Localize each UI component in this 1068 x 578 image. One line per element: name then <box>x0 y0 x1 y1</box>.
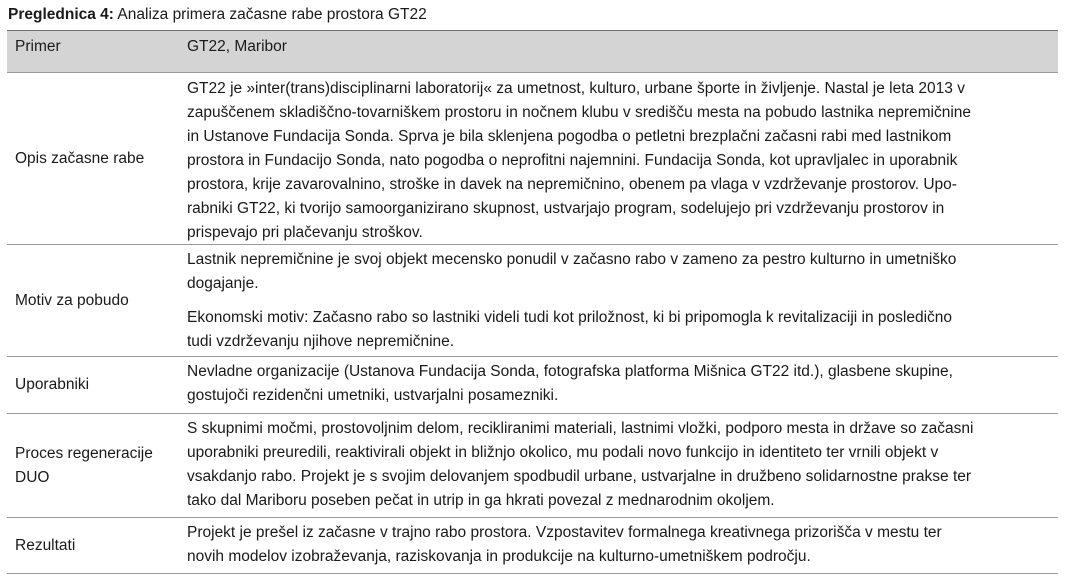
row-label: Rezultati <box>15 536 76 554</box>
header-col-example: GT22, Maribor <box>187 38 287 55</box>
row-label: Uporabniki <box>15 376 90 393</box>
analysis-table <box>7 30 1058 574</box>
text-line: prispevajo pri plačevanju stroškov. <box>187 224 423 241</box>
table-row-users <box>7 356 1058 413</box>
text-line: prostora, krije zavarovalnino, stroške in davek na nepremičnino, obenem pa vlaga v vzdrževanje prostorov. Upo- <box>187 176 957 193</box>
table-header-row <box>7 30 1058 72</box>
table-row-regeneration <box>7 413 1058 517</box>
row-value <box>187 360 1054 408</box>
text-line: Projekt je prešel iz začasne v trajno rabo prostora. Vzpostavitev formalnega kreativnega prizorišča v mestu ter <box>187 524 942 541</box>
text-line: prostora in Fundacijo Sonda, nato pogodba o neprofitni najemnini. Fundacija Sonda, kot upravljalec in uporabnik <box>187 152 958 169</box>
text-line: uporabniki preuredili, reaktivirali objekt in bližnjo okolico, mu podali novo funkcijo in identiteto ter vrnili objekt v <box>187 444 939 461</box>
table-caption <box>8 5 427 25</box>
text-line: novih modelov izobraževanja, raziskovanja in produkcije na kulturno-umetniškem področju. <box>187 548 811 565</box>
text-line: S skupnimi močmi, prostovoljnim delom, recikliranimi materiali, lastnimi vložki, podporo mesta in države so začasni <box>187 420 974 437</box>
table-row-results <box>7 517 1058 574</box>
header-col-primer: Primer <box>15 38 61 55</box>
table-row-motive <box>7 244 1058 356</box>
row-value <box>187 521 1054 569</box>
text-line: gostujoči rezidenčni umetniki, ustvarjalni posamezniki. <box>187 387 559 404</box>
row-label <box>15 414 180 517</box>
text-line: tudi vzdrževanju njihove nepremičnine. <box>187 333 455 350</box>
row-value <box>187 417 1054 513</box>
row-value <box>187 77 1054 245</box>
caption-label: Preglednica 4: <box>8 6 114 23</box>
text-line: Nevladne organizacije (Ustanova Fundacija Sonda, fotografska platforma Mišnica GT22 itd.), glasbene skupine, <box>187 363 953 380</box>
text-line: in Ustanove Fundacija Sonda. Sprva je bila sklenjena pogodba o petletni brezplačni začasni rabi med lastnikom <box>187 128 952 145</box>
caption-title: Analiza primera začasne rabe prostora GT22 <box>113 6 427 23</box>
row-value <box>187 248 1054 354</box>
text-line: Ekonomski motiv: Začasno rabo so lastniki videli tudi kot priložnost, ki bi pripomogla k revitalizaciji in posledično <box>187 309 953 326</box>
text-line: zapuščenem skladiščno-tovarniškem prostoru in nočnem klubu v središču mesta na pobudo lastnika nepremičnine <box>187 104 972 121</box>
text-line: dogajanje. <box>187 275 259 292</box>
text-line: Lastnik nepremičnine je svoj objekt mecensko ponudil v začasno rabo v zameno za pestro kulturno in umetniško <box>187 251 957 268</box>
text-line: rabniki GT22, ki tvorijo samoorganizirano skupnost, ustvarjajo program, sodelujejo pri vzdrževanju prostorov in <box>187 200 945 217</box>
table-row-description <box>7 72 1058 244</box>
text-line: GT22 je »inter(trans)disciplinarni laboratorij« za umetnost, kulturo, urbane športe in življenje. Nastal je leta 2013 v <box>187 80 965 97</box>
row-label: Motiv za pobudo <box>15 291 129 309</box>
row-label-line: Proces regeneracije <box>15 444 153 462</box>
row-label: Opis začasne rabe <box>15 149 145 167</box>
text-line: tako dal Mariboru poseben pečat in utrip in ga hkrati povezal z mednarodnim okoljem. <box>187 492 775 509</box>
text-line: vsakdanjo rabo. Projekt je s svojim delovanjem spodbudil urbane, ustvarjalne in družbeno solidarnostne prakse ter <box>187 468 972 485</box>
row-label-line: DUO <box>15 468 50 486</box>
